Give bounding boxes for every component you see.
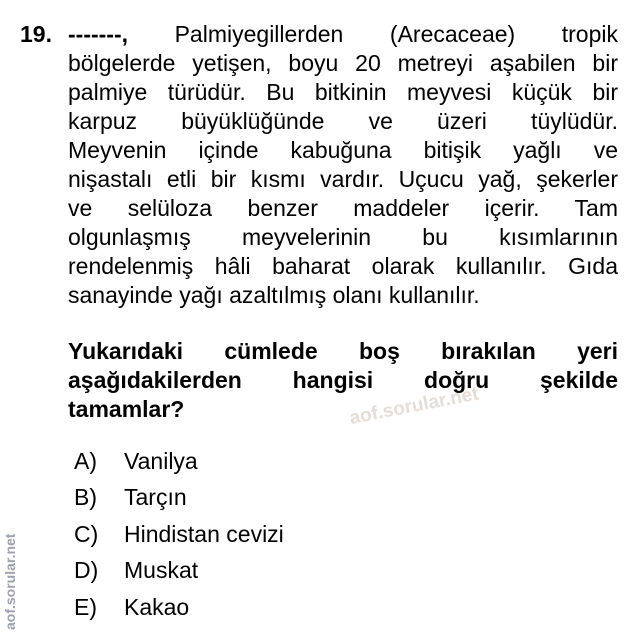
prompt-line: aşağıdakilerden hangisi doğru şekilde (68, 367, 618, 393)
blank-placeholder: -------, (68, 21, 129, 47)
option-a[interactable] (74, 443, 284, 480)
watermark-side: aof.sorular.net (2, 533, 18, 630)
option-letter: D) (74, 557, 99, 584)
passage-line: palmiye türüdür. Bu bitkinin meyvesi küçük bir (68, 79, 618, 105)
prompt-line: tamamlar? (68, 396, 185, 422)
question-prompt (68, 337, 618, 424)
passage-line: bölgelerde yetişen, boyu 20 metreyi aşabilen bir (68, 50, 618, 76)
passage-line: rendelenmiş hâli baharat olarak kullanılır. Gıda (68, 253, 618, 279)
watermark-center: aof.sorular.net (347, 383, 481, 430)
answer-options (74, 443, 284, 626)
option-text: Tarçın (124, 484, 187, 511)
passage-line: Meyvenin içinde kabuğuna bitişik yağlı ve (68, 137, 618, 163)
option-e[interactable] (74, 589, 284, 626)
option-b[interactable] (74, 480, 284, 517)
prompt-line: Yukarıdaki cümlede boş bırakılan yeri (68, 338, 618, 364)
question-passage (68, 20, 618, 310)
option-c[interactable] (74, 516, 284, 553)
passage-line: -------, Palmiyegillerden (Arecaceae) tropik (68, 21, 618, 47)
option-letter: C) (74, 520, 99, 547)
passage-line: nişastalı etli bir kısmı vardır. Uçucu yağ, şekerler (68, 166, 618, 192)
passage-line: sanayinde yağı azaltılmış olanı kullanılır. (68, 282, 480, 308)
option-letter: B) (74, 484, 97, 511)
option-text: Muskat (124, 557, 199, 584)
option-text: Kakao (124, 593, 190, 620)
passage-line: olgunlaşmış meyvelerinin bu kısımlarının (68, 224, 618, 250)
option-d[interactable] (74, 553, 284, 590)
passage-line: ve selüloza benzer maddeler içerir. Tam (68, 195, 618, 221)
passage-line: karpuz büyüklüğünde ve üzeri tüylüdür. (68, 108, 618, 134)
option-letter: A) (74, 447, 97, 474)
option-text: Hindistan cevizi (124, 520, 284, 547)
question-number: 19. (20, 21, 52, 47)
option-letter: E) (74, 593, 97, 620)
option-text: Vanilya (124, 447, 198, 474)
